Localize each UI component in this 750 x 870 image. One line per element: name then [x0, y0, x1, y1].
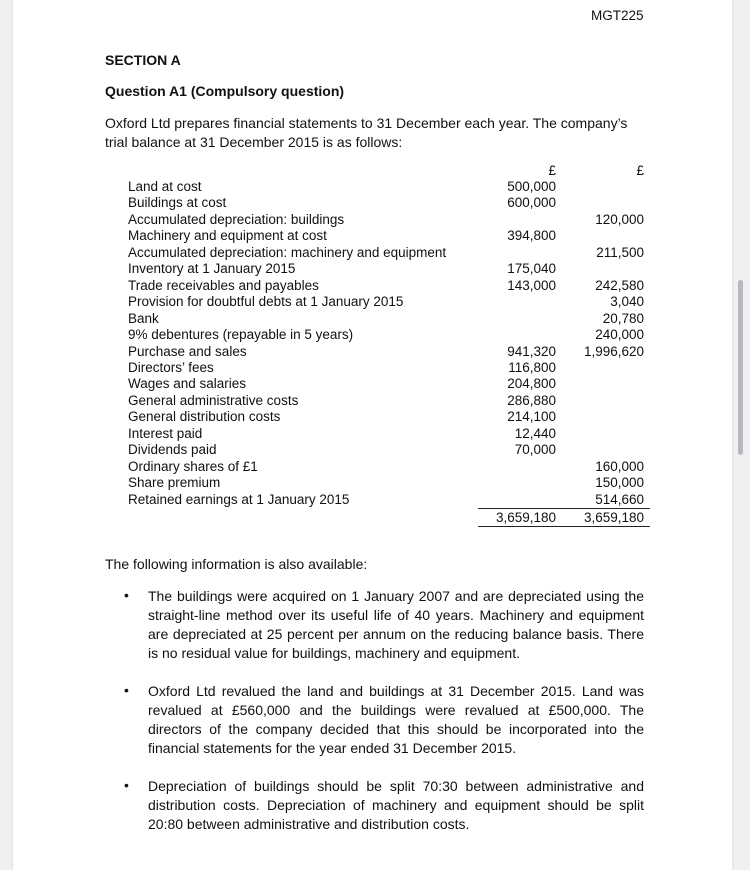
table-row	[0, 360, 750, 376]
currency-header-row	[0, 163, 750, 179]
account-label: General administrative costs	[128, 392, 299, 408]
account-label: Retained earnings at 1 January 2015	[128, 491, 350, 507]
section-heading: SECTION A	[105, 52, 181, 68]
table-row	[0, 212, 750, 228]
question-heading: Question A1 (Compulsory question)	[105, 83, 345, 99]
debit-amount: 116,800	[508, 359, 556, 375]
bullet-icon: •	[124, 777, 129, 793]
info-bullet-3: Depreciation of buildings should be split 70:30 between administrative and distribution costs. Depreciation of machinery and equipment should be split 20:80 between administrative and distribution costs.	[148, 778, 644, 832]
info-bullet-1: The buildings were acquired on 1 January 2007 and are depreciated using the straight-line method over its useful life of 40 years. Machinery and equipment are depreciated at 25 percent per annum on the reducing balance basis. There is no residual value for buildings, machinery and equipment.	[148, 588, 644, 661]
account-label: Purchase and sales	[128, 343, 247, 359]
credit-amount: 120,000	[595, 211, 644, 227]
intro-paragraph: Oxford Ltd prepares financial statements to 31 December each year. The company’s trial balance at 31 December 2015 is as follows:	[105, 115, 628, 150]
account-label: Inventory at 1 January 2015	[128, 261, 296, 277]
credit-amount: 3,040	[610, 294, 644, 310]
total-rule	[478, 526, 650, 527]
table-row	[0, 393, 750, 409]
account-label: Bank	[128, 310, 159, 326]
scrollbar[interactable]	[738, 280, 743, 455]
table-row	[0, 245, 750, 261]
debit-amount: 500,000	[507, 179, 556, 194]
table-row	[0, 475, 750, 491]
account-label: General distribution costs	[128, 409, 281, 425]
table-row	[0, 492, 750, 508]
account-label: Share premium	[128, 475, 221, 491]
credit-amount: 240,000	[595, 327, 644, 343]
debit-amount: 143,000	[507, 277, 556, 293]
table-row	[0, 327, 750, 343]
debit-amount: 600,000	[507, 195, 556, 211]
table-row	[0, 294, 750, 310]
credit-amount: 514,660	[595, 491, 644, 507]
table-row	[0, 426, 750, 442]
bullet-icon: •	[124, 682, 129, 698]
info-heading: The following information is also available:	[105, 556, 368, 572]
credit-amount: 160,000	[595, 458, 644, 474]
credit-currency: £	[636, 163, 644, 178]
debit-amount: 12,440	[514, 425, 556, 441]
table-row	[0, 261, 750, 277]
credit-amount: 242,580	[595, 277, 644, 293]
table-row	[0, 195, 750, 211]
debit-amount: 214,100	[507, 409, 556, 425]
table-row	[0, 409, 750, 425]
debit-amount: 175,040	[507, 261, 556, 277]
debit-currency: £	[548, 163, 556, 178]
debit-amount: 941,320	[507, 343, 556, 359]
credit-amount: 150,000	[595, 475, 644, 491]
table-row	[0, 278, 750, 294]
table-row	[0, 376, 750, 392]
account-label: Provision for doubtful debts at 1 January 2015	[128, 294, 404, 310]
debit-amount: 286,880	[507, 392, 556, 408]
account-label: Interest paid	[128, 425, 203, 441]
total-debit: 3,659,180	[495, 510, 556, 525]
debit-amount: 394,800	[507, 228, 556, 244]
credit-amount: 211,500	[596, 244, 644, 260]
table-row	[0, 344, 750, 360]
table-row	[0, 228, 750, 244]
account-label: Machinery and equipment at cost	[128, 228, 327, 244]
bullet-icon: •	[124, 587, 129, 603]
info-bullet-2: Oxford Ltd revalued the land and buildings at 31 December 2015. Land was revalued at £560,000 and the buildings were revalued at £500,000. The directors of the company decided that this should be incorporated into the financial statements for the year ended 31 December 2015.	[148, 683, 644, 756]
account-label: Trade receivables and payables	[128, 277, 319, 293]
account-label: Dividends paid	[128, 442, 217, 458]
subtotal-rule	[478, 508, 650, 509]
credit-amount: 20,780	[602, 310, 644, 326]
course-code: MGT225	[591, 8, 644, 23]
account-label: Directors’ fees	[128, 359, 214, 375]
account-label: Accumulated depreciation: buildings	[128, 211, 345, 227]
debit-amount: 204,800	[507, 376, 556, 392]
account-label: Accumulated depreciation: machinery and equipment	[128, 244, 447, 260]
account-label: 9% debentures (repayable in 5 years)	[128, 327, 354, 343]
credit-amount: 1,996,620	[583, 343, 644, 359]
table-row	[0, 311, 750, 327]
account-label: Buildings at cost	[128, 195, 227, 211]
total-credit: 3,659,180	[583, 510, 644, 525]
debit-amount: 70,000	[514, 442, 556, 458]
totals-row	[0, 510, 750, 526]
table-row	[0, 442, 750, 458]
account-label: Land at cost	[128, 179, 202, 194]
account-label: Ordinary shares of £1	[128, 458, 258, 474]
account-label: Wages and salaries	[128, 376, 247, 392]
table-row	[0, 179, 750, 195]
table-row	[0, 459, 750, 475]
